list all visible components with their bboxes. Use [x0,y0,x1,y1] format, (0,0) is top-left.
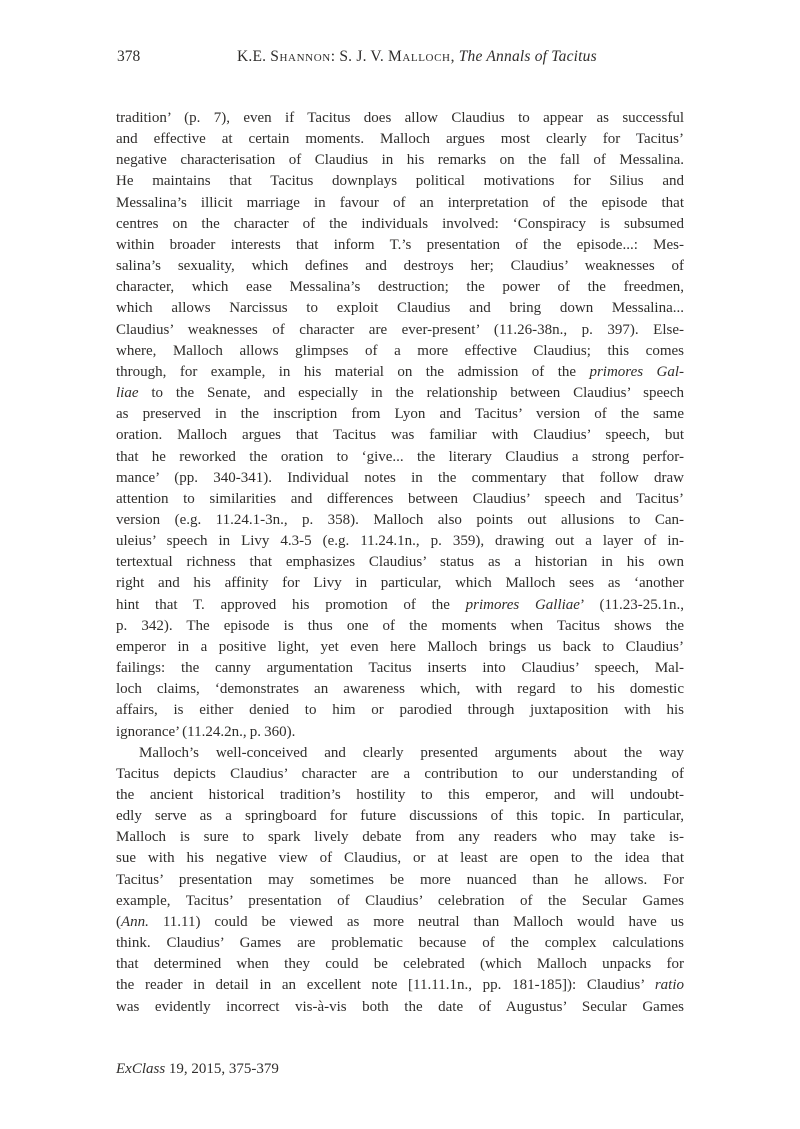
text-line: mance’ (pp. 340-341). Individual notes in the commentary that follow draw [116,469,684,486]
text-line: that determined when they could be celebrated (which Malloch unpacks for [116,956,684,973]
text-line: loch claims, ‘demonstrates an awareness which, with regard to his domestic [116,681,684,698]
text-segment: Ann. [121,913,149,930]
text-line: within broader interests that inform T.’s presentation of the episode...: Mes- [116,236,684,253]
text-line: attention to similarities and differences between Claudius’ speech and Tacitus’ [116,490,684,507]
text-line: which allows Narcissus to exploit Claudius and bring down Messalina... [116,300,684,317]
text-line: right and his affinity for Livy in particular, which Malloch sees as ‘another [116,575,684,592]
text-line: tradition’ (p. 7), even if Tacitus does allow Claudius to appear as successful [116,110,684,126]
text-line: that he reworked the oration to ‘give... the literary Claudius a strong perfor- [116,448,684,465]
text-line: tertextual richness that emphasizes Claudius’ status as a historian in his own [116,554,684,571]
text-line: salina’s sexuality, which defines and destroys her; Claudius’ weaknesses of [116,258,684,275]
text-line: emperor in a positive light, yet even here Malloch brings us back to Claudius’ [116,638,684,655]
text-line: example, Tacitus’ presentation of Claudius’ celebration of the Secular Games [116,892,684,909]
text-line [116,383,684,404]
text-line: negative characterisation of Claudius in his remarks on the fall of Messalina. [116,152,684,169]
text-segment: Malloch [387,48,451,65]
text-line: He maintains that Tacitus downplays political motivations for Silius and [116,173,684,190]
text-line: Malloch is sure to spark lively debate from any readers who may take is- [116,829,684,846]
text-segment: ’ (11.23-25.1n., [579,596,684,613]
text-segment: ratio [654,977,684,994]
text-line: and effective at certain moments. Malloch argues most clearly for Tacitus’ [116,131,684,148]
text-segment: : S. J. V. [330,48,388,65]
text-line [116,912,684,933]
text-line: version (e.g. 11.24.1-3n., p. 358). Malloch also points out allusions to Can- [116,511,684,528]
text-line: Messalina’s illicit marriage in favour of an interpretation of the episode that [116,194,684,211]
text-segment: 19, 2015, 375-379 [165,1061,279,1077]
text-line: was evidently incorrect vis-à-vis both the date of Augustus’ Secular Games [116,998,684,1015]
text-line: oration. Malloch argues that Tacitus was familiar with Claudius’ speech, but [116,427,684,444]
text-segment: , [450,48,459,65]
text-segment: 11.11) could be viewed as more neutral than Malloch would have us [148,913,684,930]
text-line: centres on the character of the individuals involved: ‘Conspiracy is subsumed [116,215,684,232]
text-segment: to the Senate, and especially in the relationship between Claudius’ speech [138,385,684,402]
text-line [116,975,684,996]
body-text [116,108,684,1018]
text-line: uleius’ speech in Livy 4.3-5 (e.g. 11.24.1n., p. 359), drawing out a layer of in- [116,533,684,550]
journal-citation [116,1061,279,1078]
text-segment: liae [116,385,139,402]
text-line: as preserved in the inscription from Lyon and Tacitus’ version of the same [116,406,684,423]
text-line [116,595,684,616]
text-segment: ( [116,913,121,930]
text-segment: primores Galliae [465,596,580,613]
text-line: failings: the canny argumentation Tacitus inserts into Claudius’ speech, Mal- [116,660,684,677]
text-segment: primores Gal- [589,363,684,380]
text-segment: through, for example, in his material on the admission of the [116,363,590,380]
text-line: edly serve as a springboard for future discussions of this topic. In particular, [116,808,684,825]
text-segment: ExClass [116,1061,166,1077]
text-line [116,362,684,383]
running-title [237,48,597,66]
page-header [0,48,800,70]
text-line: Tacitus depicts Claudius’ character are a contribution to our understanding of [116,765,684,782]
text-line: Tacitus’ presentation may sometimes be more nuanced than he allows. For [116,871,684,888]
text-line: think. Claudius’ Games are problematic because of the complex calculations [116,935,684,952]
page-number: 378 [117,48,141,65]
text-line: character, which ease Messalina’s destruction; the power of the freedmen, [116,279,684,296]
text-line: affairs, is either denied to him or parodied through juxtaposition with his [116,702,684,719]
text-line: Malloch’s well-conceived and clearly presented arguments about the way [139,744,684,761]
text-line: the ancient historical tradition’s hostility to this emperor, and will undoubt- [116,787,684,803]
text-segment: hint that T. approved his promotion of the [116,596,466,613]
text-line: sue with his negative view of Claudius, or at least are open to the idea that [116,850,684,867]
text-segment: the reader in detail in an excellent note [11.11.1n., pp. 181-185]): Claudius’ [116,977,655,994]
text-line: ignorance’ (11.24.2n., p. 360). [116,723,296,740]
text-line: Claudius’ weaknesses of character are ever-present’ (11.26-38n., p. 397). Else- [116,321,684,338]
text-segment: Shannon [270,48,331,65]
text-segment: The Annals of Tacitus [458,48,597,65]
text-line: where, Malloch allows glimpses of a more effective Claudius; this comes [116,342,684,359]
text-segment: K.E. [237,48,271,65]
text-line: p. 342). The episode is thus one of the moments when Tacitus shows the [116,617,684,634]
